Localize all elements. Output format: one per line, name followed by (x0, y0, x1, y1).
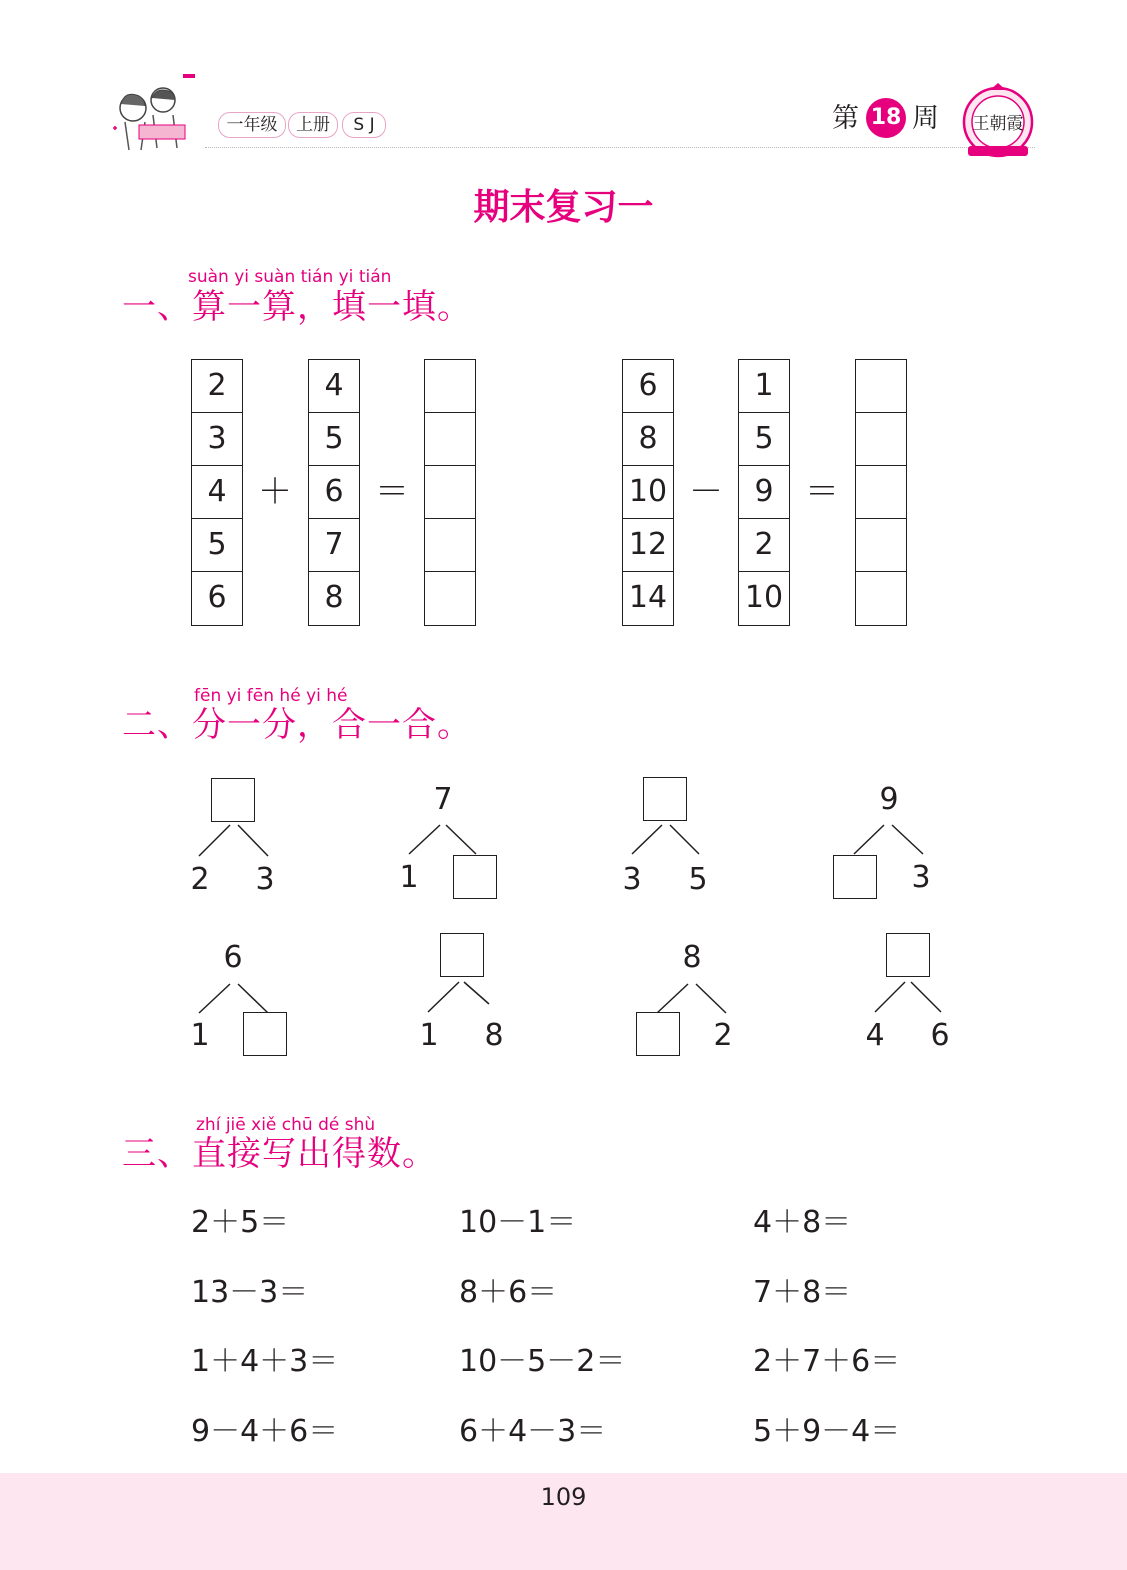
arithmetic-problem: 2＋7＋6＝ (753, 1344, 901, 1379)
column-cell: 3 (192, 413, 242, 466)
bond-right-number: 8 (484, 1018, 504, 1053)
bond-left-number: 1 (190, 1018, 210, 1053)
section1-pinyin: suàn yi suàn tián yi tián (188, 267, 392, 287)
volume-tag: 上册 (288, 112, 338, 138)
column-cell: 5 (192, 519, 242, 572)
column-cell: 8 (324, 580, 344, 615)
column-cell: 9 (739, 466, 789, 519)
bond-top-box[interactable] (211, 778, 255, 822)
week-suffix: 周 (912, 103, 939, 134)
bond-left-box[interactable] (636, 1012, 680, 1056)
bond-top-box[interactable] (643, 777, 687, 821)
bond-left-number: 1 (419, 1018, 439, 1053)
equals-operator: ＝ (375, 472, 409, 512)
column-cell: 4 (309, 360, 359, 413)
week-number-badge: 18 (866, 98, 906, 138)
page-number: 109 (540, 1483, 587, 1511)
column-cell: 6 (207, 580, 227, 615)
bond-top-number: 7 (433, 782, 453, 817)
column-cell: 10 (744, 580, 784, 615)
column-cell: 14 (628, 580, 668, 615)
column-cell: 6 (309, 466, 359, 519)
column-cell: 5 (309, 413, 359, 466)
arithmetic-problem: 5＋9－4＝ (753, 1414, 901, 1449)
column-cell: 2 (739, 519, 789, 572)
column-cell: 8 (623, 413, 673, 466)
section2-pinyin: fēn yi fēn hé yi hé (194, 686, 348, 706)
page-title: 期末复习一 (473, 187, 654, 228)
arithmetic-problem: 10－5－2＝ (459, 1344, 626, 1379)
bond-top-box[interactable] (886, 933, 930, 977)
section2-heading: 二、分一分，合一合。 (122, 705, 472, 745)
bond-right-number: 3 (911, 860, 931, 895)
section3-heading: 三、直接写出得数。 (122, 1134, 437, 1174)
column-cell: 6 (623, 360, 673, 413)
column-cell: 2 (192, 360, 242, 413)
bond-right-number: 5 (688, 862, 708, 897)
column-cell: 12 (623, 519, 673, 572)
week-prefix: 第 (832, 103, 859, 134)
bond-right-number: 2 (713, 1018, 733, 1053)
column-cell: 7 (309, 519, 359, 572)
bond-top-number: 9 (879, 782, 899, 817)
section1-heading: 一、算一算，填一填。 (122, 287, 472, 327)
bond-left-number: 2 (190, 862, 210, 897)
arithmetic-problem: 9－4＋6＝ (191, 1414, 339, 1449)
arithmetic-problem: 7＋8＝ (753, 1275, 852, 1310)
arithmetic-problem: 8＋6＝ (459, 1275, 558, 1310)
arithmetic-problem: 10－1＝ (459, 1205, 577, 1240)
grade-tag: 一年级 (218, 112, 286, 138)
svg-text:王朝霞: 王朝霞 (972, 114, 1024, 134)
bond-right-number: 3 (255, 862, 275, 897)
section3-pinyin: zhí jiē xiě chū dé shù (196, 1115, 376, 1135)
arithmetic-problem: 2＋5＝ (191, 1205, 290, 1240)
column-cell: 10 (623, 466, 673, 519)
plus-operator: ＋ (258, 472, 292, 512)
arithmetic-problem: 6＋4－3＝ (459, 1414, 607, 1449)
bond-left-number: 4 (865, 1018, 885, 1053)
bond-left-number: 3 (622, 862, 642, 897)
equals-operator: ＝ (805, 472, 839, 512)
bond-left-number: 1 (399, 860, 419, 895)
edition-tag: S J (342, 112, 386, 138)
column-cell: 1 (739, 360, 789, 413)
arithmetic-problem: 13－3＝ (191, 1275, 309, 1310)
bond-right-number: 6 (930, 1018, 950, 1053)
bond-top-number: 8 (682, 940, 702, 975)
column-cell: 5 (739, 413, 789, 466)
bond-left-box[interactable] (833, 855, 877, 899)
minus-operator: － (689, 472, 723, 512)
arithmetic-problem: 4＋8＝ (753, 1205, 852, 1240)
bond-top-box[interactable] (440, 933, 484, 977)
bond-top-number: 6 (223, 940, 243, 975)
bond-right-box[interactable] (453, 855, 497, 899)
column-cell: 4 (192, 466, 242, 519)
arithmetic-problem: 1＋4＋3＝ (191, 1344, 339, 1379)
bond-right-box[interactable] (243, 1012, 287, 1056)
